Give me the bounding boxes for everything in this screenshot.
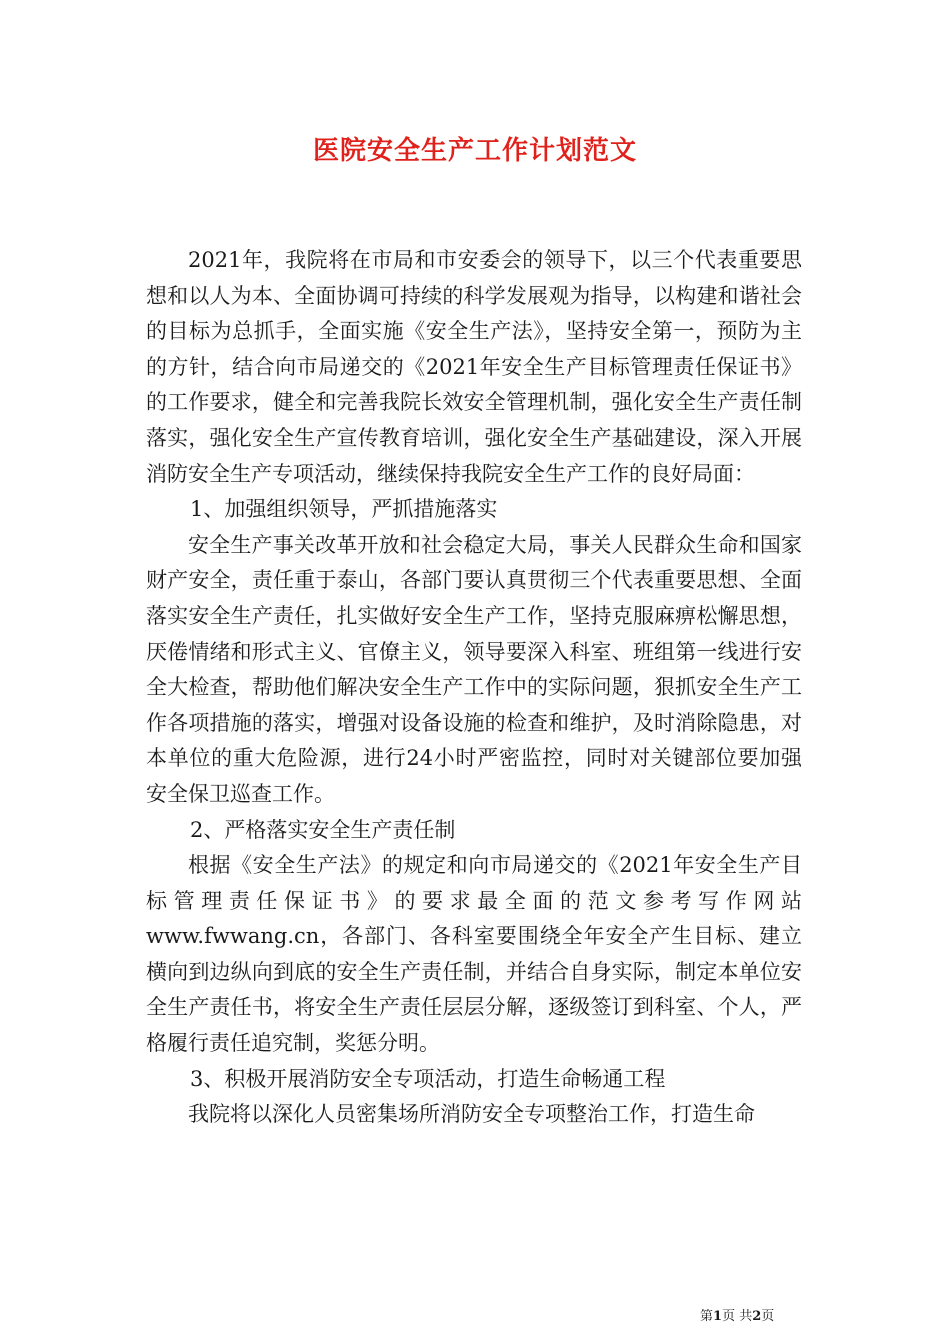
footer-suffix: 页 [761, 1309, 775, 1324]
document-title: 医院安全生产工作计划范文 [312, 136, 637, 166]
paragraph-section-3: 我院将以深化人员密集场所消防安全专项整治工作，打造生命 [188, 1102, 755, 1127]
section-heading-3: 3、积极开展消防安全专项活动，打造生命畅通工程 [190, 1066, 666, 1091]
paragraph-section-2: 根据《安全生产法》的规定和向市局递交的《2021年安全生产目标管理责任保证书》的要求最全面的范文参考写作网站www.fwwang.cn，各部门、各科室要围绕全年安全产生目标、建立横向到边纵向到底的安全生产责任制，并结合自身实际，制定本单位安全生产责任书，将安全生产责任层层分解，逐级签订到科室、个人，严格履行责任追究制，奖惩分明。 [146, 853, 802, 1056]
section-heading-1: 1、加强组织领导，严抓措施落实 [190, 497, 498, 522]
paragraph-intro: 2021年，我院将在市局和市安委会的领导下，以三个代表重要思想和以人为本、全面协调可持续的科学发展观为指导，以构建和谐社会的目标为总抓手，全面实施《安全生产法》，坚持安全第一，预防为主的方针，结合向市局递交的《2021年安全生产目标管理责任保证书》的工作要求，健全和完善我院长效安全管理机制，强化安全生产责任制落实，强化安全生产宣传教育培训，强化安全生产基础建设，深入开展消防安全生产专项活动，继续保持我院安全生产工作的良好局面： [146, 248, 802, 486]
page-number-footer [700, 1305, 774, 1324]
paragraph-section-1: 安全生产事关改革开放和社会稳定大局，事关人民群众生命和国家财产安全，责任重于泰山，各部门要认真贯彻三个代表重要思想、全面落实安全生产责任，扎实做好安全生产工作，坚持克服麻痹松懈思想，厌倦情绪和形式主义、官僚主义，领导要深入科室、班组第一线进行安全大检查，帮助他们解决安全生产工作中的实际问题，狠抓安全生产工作各项措施的落实，增强对设备设施的检查和维护，及时消除隐患，对本单位的重大危险源，进行24小时严密监控，同时对关键部位要加强安全保卫巡查工作。 [146, 532, 802, 806]
footer-total-pages: 2 [752, 1309, 762, 1324]
footer-middle: 页 共 [722, 1309, 753, 1324]
document-body [146, 243, 802, 1133]
footer-prefix: 第 [700, 1309, 714, 1324]
section-heading-2: 2、严格落实安全生产责任制 [190, 817, 456, 842]
footer-current-page: 1 [713, 1309, 723, 1324]
